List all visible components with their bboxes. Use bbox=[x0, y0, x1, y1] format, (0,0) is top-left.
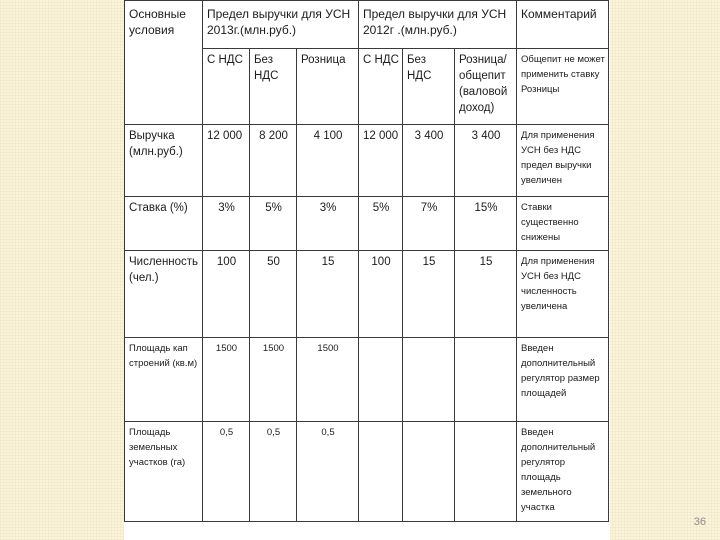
cell-value: 12 000 bbox=[359, 125, 403, 197]
cell-value: 15 bbox=[455, 251, 517, 338]
cell-value: 50 bbox=[250, 251, 297, 338]
cell-value: 15% bbox=[455, 197, 517, 251]
cell-value: 3 400 bbox=[455, 125, 517, 197]
cell-value: 4 100 bbox=[297, 125, 359, 197]
table-row bbox=[125, 125, 609, 197]
cell-value bbox=[403, 422, 455, 522]
table-row bbox=[125, 422, 609, 522]
cell-comment: Ставки существенно снижены bbox=[517, 197, 609, 251]
document-page bbox=[124, 0, 610, 540]
header-comment: Комментарий bbox=[517, 1, 609, 49]
cell-value bbox=[455, 422, 517, 522]
subheader-retail-2013: Розница bbox=[297, 49, 359, 125]
cell-value: 3% bbox=[297, 197, 359, 251]
cell-comment: Введен дополнительный регулятор площадь земельного участка bbox=[517, 422, 609, 522]
cell-value bbox=[403, 338, 455, 422]
header-2013-limit: Предел выручки для УСН 2013г.(млн.руб.) bbox=[203, 1, 359, 49]
usn-limits-table bbox=[124, 0, 609, 522]
cell-comment: Для применения УСН без НДС предел выручки увеличен bbox=[517, 125, 609, 197]
row-label: Площадь земельных участков (га) bbox=[125, 422, 203, 522]
cell-value bbox=[455, 338, 517, 422]
cell-value bbox=[359, 338, 403, 422]
row-label: Площадь кап строений (кв.м) bbox=[125, 338, 203, 422]
cell-value: 7% bbox=[403, 197, 455, 251]
cell-value: 8 200 bbox=[250, 125, 297, 197]
cell-value: 1500 bbox=[297, 338, 359, 422]
cell-value: 3 400 bbox=[403, 125, 455, 197]
subheader-comment: Общепит не может применить ставку Розницы bbox=[517, 49, 609, 125]
cell-value bbox=[359, 422, 403, 522]
cell-value: 5% bbox=[250, 197, 297, 251]
row-label: Ставка (%) bbox=[125, 197, 203, 251]
table-row bbox=[125, 251, 609, 338]
subheader-retail-2012: Розница/ общепит (валовой доход) bbox=[455, 49, 517, 125]
cell-value: 15 bbox=[297, 251, 359, 338]
row-label: Выручка (млн.руб.) bbox=[125, 125, 203, 197]
cell-value: 15 bbox=[403, 251, 455, 338]
page-number: 36 bbox=[693, 516, 706, 528]
row-label: Численность (чел.) bbox=[125, 251, 203, 338]
table-row bbox=[125, 197, 609, 251]
cell-value: 0,5 bbox=[250, 422, 297, 522]
table-header-row bbox=[125, 1, 609, 49]
cell-value: 5% bbox=[359, 197, 403, 251]
cell-value: 12 000 bbox=[203, 125, 250, 197]
cell-comment: Для применения УСН без НДС численность увеличена bbox=[517, 251, 609, 338]
table-row bbox=[125, 338, 609, 422]
subheader-without-vat-2012: Без НДС bbox=[403, 49, 455, 125]
cell-comment: Введен дополнительный регулятор размер площадей bbox=[517, 338, 609, 422]
header-main-conditions: Основные условия bbox=[125, 1, 203, 125]
cell-value: 100 bbox=[203, 251, 250, 338]
subheader-without-vat-2013: Без НДС bbox=[250, 49, 297, 125]
cell-value: 1500 bbox=[250, 338, 297, 422]
subheader-with-vat-2012: С НДС bbox=[359, 49, 403, 125]
subheader-with-vat-2013: С НДС bbox=[203, 49, 250, 125]
cell-value: 0,5 bbox=[203, 422, 250, 522]
cell-value: 0,5 bbox=[297, 422, 359, 522]
header-2012-limit: Предел выручки для УСН 2012г .(млн.руб.) bbox=[359, 1, 517, 49]
cell-value: 1500 bbox=[203, 338, 250, 422]
cell-value: 3% bbox=[203, 197, 250, 251]
cell-value: 100 bbox=[359, 251, 403, 338]
